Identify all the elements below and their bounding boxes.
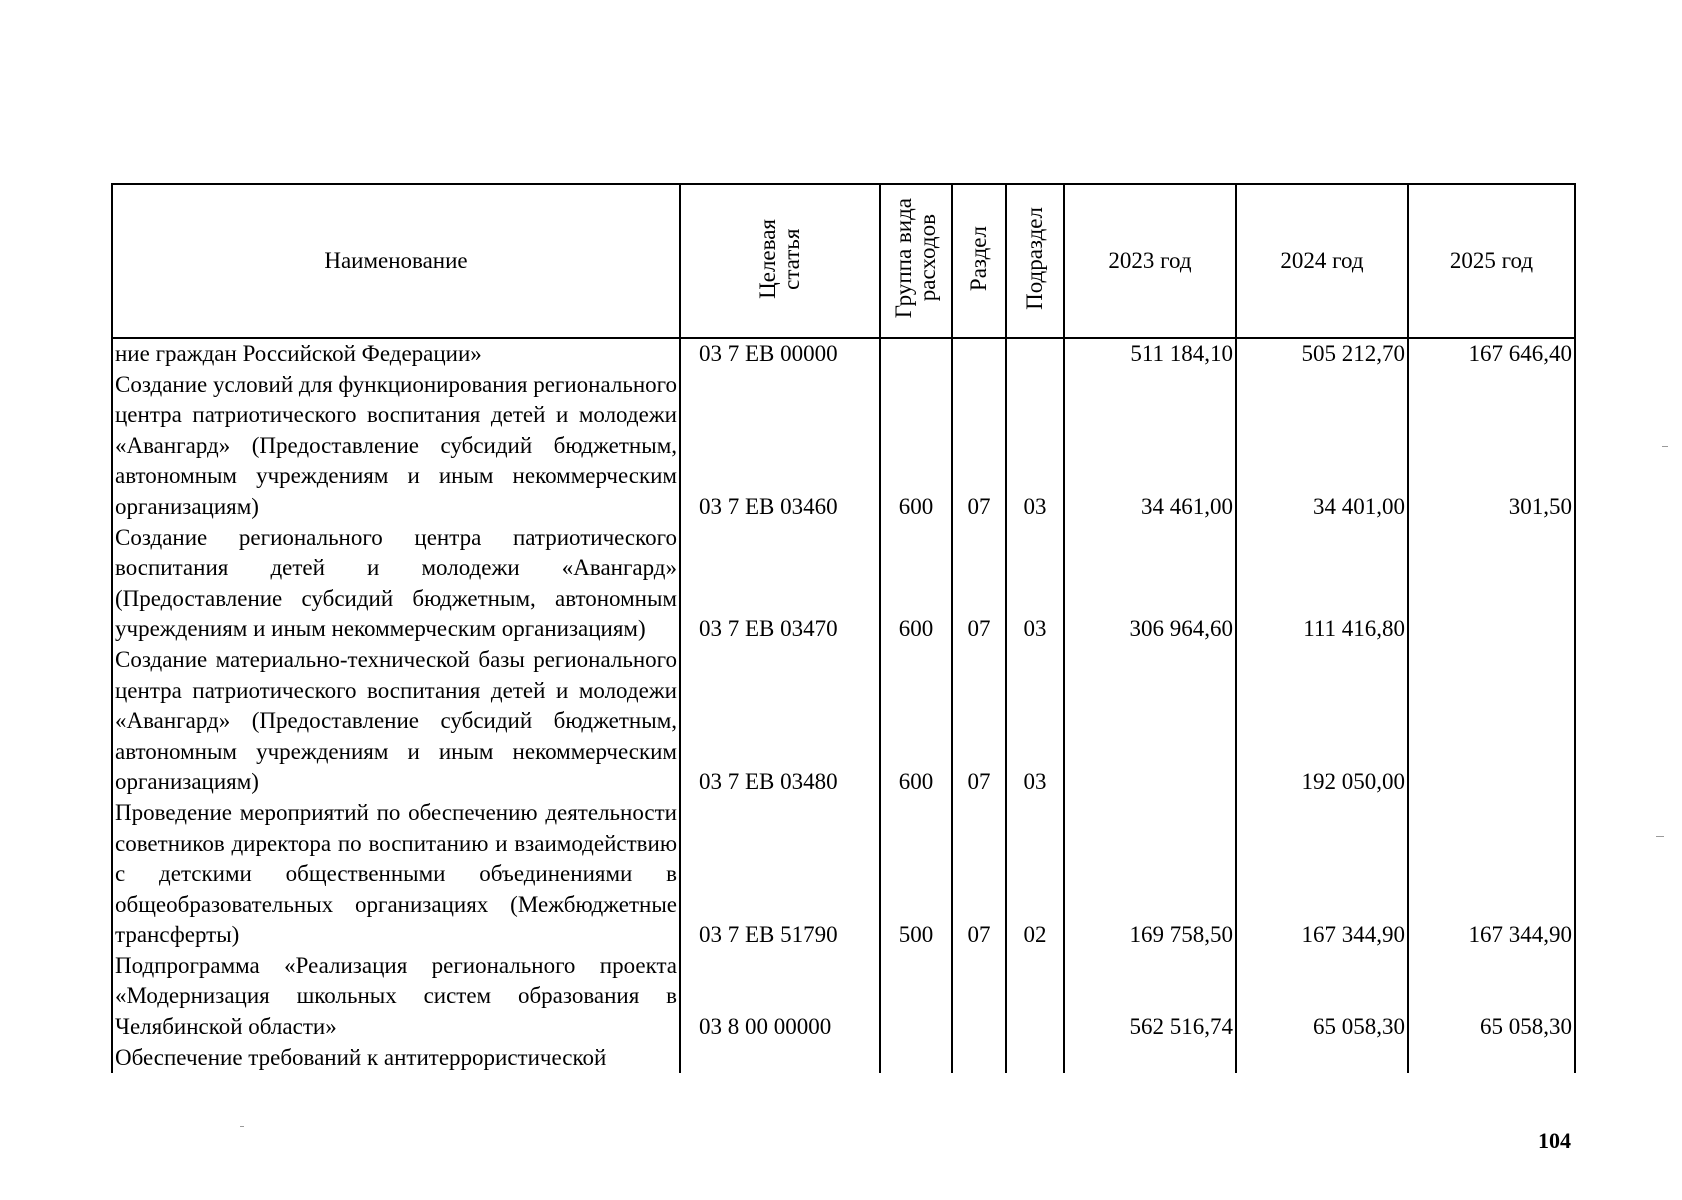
table-row (112, 798, 1575, 951)
row-subsection (1006, 951, 1064, 1043)
row-subsection: 02 (1006, 798, 1064, 951)
row-section: 07 (952, 798, 1006, 951)
scan-artifact (240, 1126, 244, 1127)
table-row (112, 1043, 1575, 1074)
scan-artifact (1656, 836, 1664, 837)
row-target-article: 03 7 ЕВ 03480 (680, 645, 880, 798)
row-subsection (1006, 1043, 1064, 1074)
row-2025 (1408, 645, 1575, 798)
table-row (112, 338, 1575, 370)
row-target-article (680, 1043, 880, 1074)
row-section: 07 (952, 370, 1006, 523)
header-expense-group-label: Группа вида расходов (891, 198, 940, 319)
header-2023 (1064, 184, 1236, 338)
header-2024 (1236, 184, 1408, 338)
row-2023 (1064, 1043, 1236, 1074)
row-target-article: 03 8 00 00000 (680, 951, 880, 1043)
header-name-label: Наименование (324, 248, 468, 273)
row-name: Создание регионального центра патриотического воспитания детей и молодежи «Авангард» (Предоставление субсидий бюджетным, автономным учреждениям и иным некоммерческим организациям) (112, 523, 680, 645)
row-2024: 65 058,30 (1236, 951, 1408, 1043)
row-subsection: 03 (1006, 523, 1064, 645)
row-2023: 511 184,10 (1064, 338, 1236, 370)
table-row (112, 645, 1575, 798)
row-expense-group (880, 338, 952, 370)
row-expense-group (880, 951, 952, 1043)
row-name: Подпрограмма «Реализация регионального проекта «Модернизация школьных систем образования в Челябинской области» (112, 951, 680, 1043)
row-target-article: 03 7 ЕВ 03460 (680, 370, 880, 523)
row-2025: 301,50 (1408, 370, 1575, 523)
row-expense-group: 600 (880, 523, 952, 645)
table-body (112, 338, 1575, 1073)
row-2025: 65 058,30 (1408, 951, 1575, 1043)
table-row (112, 523, 1575, 645)
row-subsection: 03 (1006, 370, 1064, 523)
row-section: 07 (952, 523, 1006, 645)
row-name: Создание условий для функционирования регионального центра патриотического воспитания детей и молодежи «Авангард» (Предоставление субсидий бюджетным, автономным учреждениям и иным некоммерческим организациям) (112, 370, 680, 523)
row-2025 (1408, 523, 1575, 645)
row-subsection: 03 (1006, 645, 1064, 798)
row-2024 (1236, 1043, 1408, 1074)
row-2025: 167 344,90 (1408, 798, 1575, 951)
row-section (952, 1043, 1006, 1074)
header-2025-label: 2025 год (1449, 248, 1534, 273)
row-name: ние граждан Российской Федерации» (112, 338, 680, 370)
row-2025 (1408, 1043, 1575, 1074)
header-target-article-label: Целевая статья (755, 218, 804, 299)
table-row (112, 370, 1575, 523)
row-2023: 169 758,50 (1064, 798, 1236, 951)
header-2024-label: 2024 год (1280, 248, 1364, 273)
header-row (112, 184, 1575, 338)
table-row (112, 951, 1575, 1043)
row-2024: 505 212,70 (1236, 338, 1408, 370)
row-2025: 167 646,40 (1408, 338, 1575, 370)
row-expense-group: 500 (880, 798, 952, 951)
row-expense-group (880, 1043, 952, 1074)
header-section-label: Раздел (966, 225, 991, 292)
row-2023: 34 461,00 (1064, 370, 1236, 523)
page-number: 104 (1538, 1128, 1571, 1153)
row-target-article: 03 7 ЕВ 00000 (680, 338, 880, 370)
header-subsection-label: Подраздел (1022, 207, 1047, 310)
budget-table (111, 183, 1576, 1073)
header-section (952, 184, 1006, 338)
row-2023 (1064, 645, 1236, 798)
row-section (952, 338, 1006, 370)
row-target-article: 03 7 ЕВ 51790 (680, 798, 880, 951)
row-expense-group: 600 (880, 645, 952, 798)
row-expense-group: 600 (880, 370, 952, 523)
row-2024: 34 401,00 (1236, 370, 1408, 523)
header-2025 (1408, 184, 1575, 338)
row-2024: 192 050,00 (1236, 645, 1408, 798)
budget-table-container (111, 183, 1576, 1073)
header-name (112, 184, 680, 338)
row-2024: 167 344,90 (1236, 798, 1408, 951)
row-name: Создание материально-технической базы регионального центра патриотического воспитания детей и молодежи «Авангард» (Предоставление субсидий бюджетным, автономным учреждениям и иным некоммерческим организациям) (112, 645, 680, 798)
header-2023-label: 2023 год (1108, 248, 1192, 273)
row-2023: 306 964,60 (1064, 523, 1236, 645)
table-header (112, 184, 1575, 338)
row-2023: 562 516,74 (1064, 951, 1236, 1043)
row-name: Обеспечение требований к антитеррористической (112, 1043, 680, 1074)
row-section (952, 951, 1006, 1043)
row-subsection (1006, 338, 1064, 370)
row-name: Проведение мероприятий по обеспечению деятельности советников директора по воспитанию и взаимодействию с детскими общественными объединениями в общеобразовательных организациях (Межбюджетные трансферты) (112, 798, 680, 951)
row-target-article: 03 7 ЕВ 03470 (680, 523, 880, 645)
header-subsection (1006, 184, 1064, 338)
row-section: 07 (952, 645, 1006, 798)
header-target-article (680, 184, 880, 338)
header-expense-group (880, 184, 952, 338)
row-2024: 111 416,80 (1236, 523, 1408, 645)
scan-artifact (1662, 446, 1668, 447)
